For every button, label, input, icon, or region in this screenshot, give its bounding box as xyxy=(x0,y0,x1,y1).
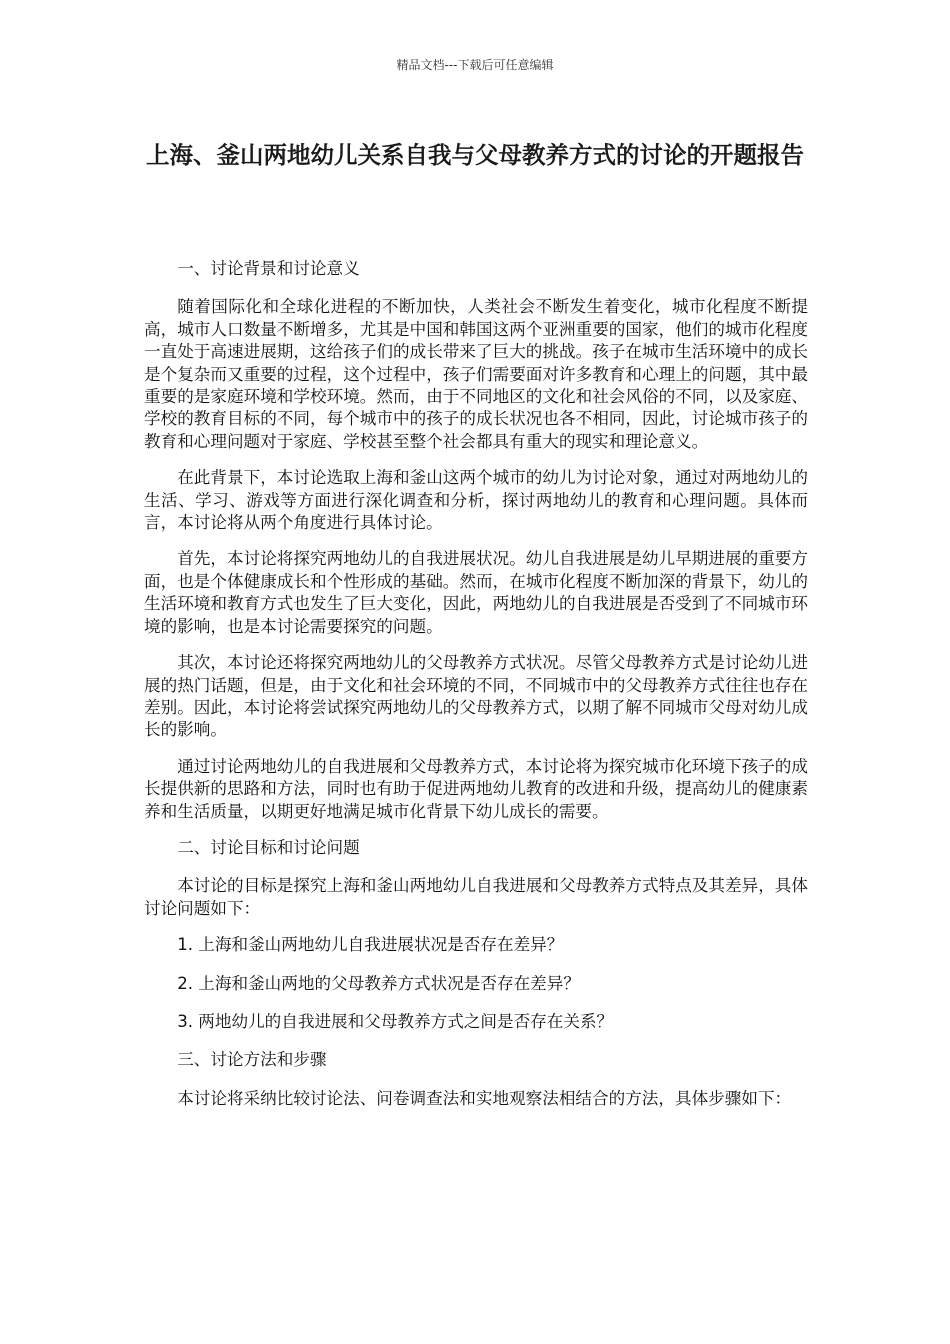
paragraph: 通过讨论两地幼儿的自我进展和父母教养方式，本讨论将为探究城市化环境下孩子的成长提供新的思路和方法，同时也有助于促进两地幼儿教育的改进和升级，提高幼儿的健康素养和生活质量，以期更好地满足城市化背景下幼儿成长的需要。 xyxy=(144,756,808,821)
question-item-1: 1. 上海和釜山两地幼儿自我进展状况是否存在差异？ xyxy=(177,935,564,955)
question-item-2: 2. 上海和釜山两地的父母教养方式状况是否存在差异？ xyxy=(177,973,580,993)
document-body xyxy=(144,258,808,1124)
section-2-heading: 二、讨论目标和讨论问题 xyxy=(177,837,360,857)
paragraph: 其次，本讨论还将探究两地幼儿的父母教养方式状况。尽管父母教养方式是讨论幼儿进展的热门话题，但是，由于文化和社会环境的不同，不同城市中的父母教养方式往往也存在差别。因此，本讨论将尝试探究两地幼儿的父母教养方式，以期了解不同城市父母对幼儿成长的影响。 xyxy=(144,653,808,740)
paragraph: 本讨论将采纳比较讨论法、问卷调查法和实地观察法相结合的方法，具体步骤如下： xyxy=(177,1088,792,1108)
paragraph: 随着国际化和全球化进程的不断加快，人类社会不断发生着变化，城市化程度不断提高，城市人口数量不断增多，尤其是中国和韩国这两个亚洲重要的国家，他们的城市化程度一直处于高速进展期，这给孩子们的成长带来了巨大的挑战。孩子在城市生活环境中的成长是个复杂而又重要的过程，这个过程中，孩子们需要面对许多教育和心理上的问题，其中最重要的是家庭环境和学校环境。然而，由于不同地区的文化和社会风俗的不同，以及家庭、学校的教育目标的不同，每个城市中的孩子的成长状况也各不相同，因此，讨论城市孩子的教育和心理问题对于家庭、学校甚至整个社会都具有重大的现实和理论意义。 xyxy=(144,297,808,451)
document-title: 上海、釜山两地幼儿关系自我与父母教养方式的讨论的开题报告 xyxy=(146,141,804,169)
section-1-heading: 一、讨论背景和讨论意义 xyxy=(177,259,360,278)
paragraph: 首先，本讨论将探究两地幼儿的自我进展状况。幼儿自我进展是幼儿早期进展的重要方面，也是个体健康成长和个性形成的基础。然而，在城市化程度不断加深的背景下，幼儿的生活环境和教育方式也发生了巨大变化，因此，两地幼儿的自我进展是否受到了不同城市环境的影响，也是本讨论需要探究的问题。 xyxy=(144,549,808,636)
page-header: 精品文档---下载后可任意编辑 xyxy=(396,58,554,72)
section-3-heading: 三、讨论方法和步骤 xyxy=(177,1050,327,1070)
question-item-3: 3. 两地幼儿的自我进展和父母教养方式之间是否存在关系？ xyxy=(177,1011,614,1031)
paragraph: 本讨论的目标是探究上海和釜山两地幼儿自我进展和父母教养方式特点及其差异，具体讨论问题如下： xyxy=(144,876,808,918)
paragraph: 在此背景下，本讨论选取上海和釜山这两个城市的幼儿为讨论对象，通过对两地幼儿的生活、学习、游戏等方面进行深化调查和分析，探讨两地幼儿的教育和心理问题。具体而言，本讨论将从两个角度进行具体讨论。 xyxy=(144,468,808,533)
